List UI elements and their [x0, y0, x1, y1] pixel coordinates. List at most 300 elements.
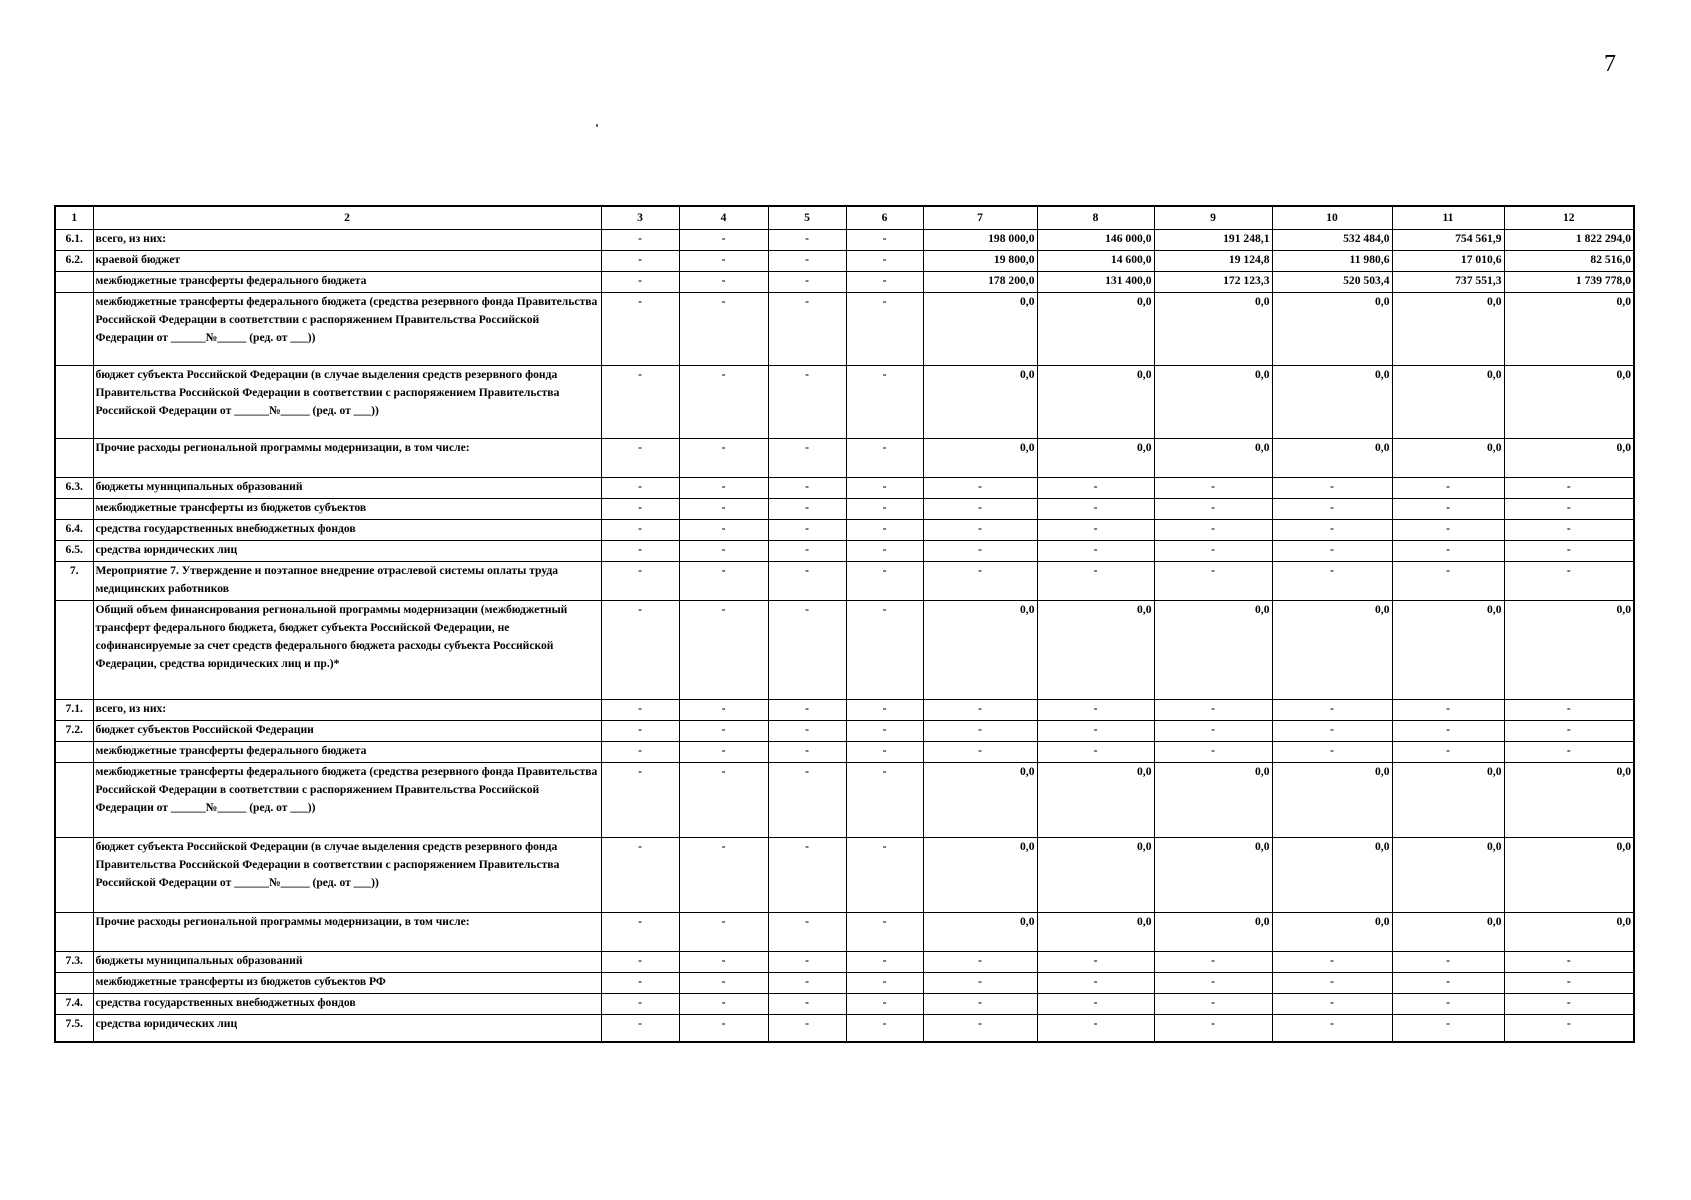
cell-col-6: -: [846, 700, 923, 721]
header-cell-10: 10: [1272, 206, 1392, 230]
value-col-7: 0,0: [923, 439, 1037, 478]
row-description: средства государственных внебюджетных фондов: [93, 520, 601, 541]
table-row: [55, 230, 1634, 251]
cell-col-3: -: [601, 499, 679, 520]
value-col-8: 131 400,0: [1037, 272, 1154, 293]
table-row: [55, 763, 1634, 838]
cell-col-6: -: [846, 562, 923, 601]
value-col-9: -: [1154, 478, 1272, 499]
row-number: 7.5.: [55, 1015, 93, 1043]
value-col-7: -: [923, 499, 1037, 520]
cell-col-5: -: [768, 721, 846, 742]
value-col-8: -: [1037, 973, 1154, 994]
row-description: Общий объем финансирования региональной программы модернизации (межбюджетный трансферт федерального бюджета, бюджет субъекта Российской Федерации, не софинансируемые за счет средств федерального бюджета расходы субъекта Российской Федерации, средства юридических лиц и пр.)*: [93, 601, 601, 700]
value-col-9: 0,0: [1154, 763, 1272, 838]
cell-col-5: -: [768, 272, 846, 293]
row-description: межбюджетные трансферты федерального бюджета (средства резервного фонда Правительства Российской Федерации в соответствии с распоряжением Правительства Российской Федерации от ______№_____ (ред. от ___)): [93, 293, 601, 366]
value-col-10: -: [1272, 721, 1392, 742]
value-col-8: -: [1037, 721, 1154, 742]
row-description: межбюджетные трансферты из бюджетов субъектов РФ: [93, 973, 601, 994]
value-col-12: 0,0: [1504, 838, 1634, 913]
header-cell-12: 12: [1504, 206, 1634, 230]
table-row: [55, 601, 1634, 700]
cell-col-3: -: [601, 272, 679, 293]
table-row: [55, 272, 1634, 293]
value-col-12: -: [1504, 1015, 1634, 1043]
table-row: [55, 293, 1634, 366]
value-col-7: 19 800,0: [923, 251, 1037, 272]
value-col-9: 0,0: [1154, 601, 1272, 700]
cell-col-4: -: [679, 838, 768, 913]
value-col-8: 0,0: [1037, 763, 1154, 838]
row-number: [55, 272, 93, 293]
value-col-8: -: [1037, 952, 1154, 973]
value-col-10: 532 484,0: [1272, 230, 1392, 251]
value-col-11: -: [1392, 700, 1504, 721]
cell-col-5: -: [768, 230, 846, 251]
value-col-10: 0,0: [1272, 293, 1392, 366]
value-col-9: -: [1154, 562, 1272, 601]
budget-table: [54, 205, 1635, 1043]
table-row: [55, 742, 1634, 763]
cell-col-3: -: [601, 742, 679, 763]
value-col-11: 737 551,3: [1392, 272, 1504, 293]
value-col-11: -: [1392, 952, 1504, 973]
value-col-7: 0,0: [923, 913, 1037, 952]
cell-col-5: -: [768, 293, 846, 366]
row-description: Прочие расходы региональной программы модернизации, в том числе:: [93, 913, 601, 952]
value-col-12: 0,0: [1504, 763, 1634, 838]
table-row: [55, 541, 1634, 562]
value-col-9: 0,0: [1154, 366, 1272, 439]
value-col-11: -: [1392, 994, 1504, 1015]
value-col-9: 0,0: [1154, 293, 1272, 366]
value-col-8: -: [1037, 700, 1154, 721]
row-number: [55, 366, 93, 439]
cell-col-4: -: [679, 251, 768, 272]
value-col-10: -: [1272, 700, 1392, 721]
cell-col-4: -: [679, 601, 768, 700]
value-col-10: -: [1272, 520, 1392, 541]
table-row: [55, 913, 1634, 952]
value-col-9: -: [1154, 520, 1272, 541]
cell-col-3: -: [601, 251, 679, 272]
cell-col-6: -: [846, 838, 923, 913]
value-col-7: -: [923, 1015, 1037, 1043]
row-number: [55, 838, 93, 913]
value-col-7: 0,0: [923, 763, 1037, 838]
row-description: всего, из них:: [93, 700, 601, 721]
cell-col-4: -: [679, 721, 768, 742]
header-row: [55, 206, 1634, 230]
header-cell-6: 6: [846, 206, 923, 230]
cell-col-6: -: [846, 439, 923, 478]
value-col-10: -: [1272, 499, 1392, 520]
cell-col-5: -: [768, 994, 846, 1015]
value-col-10: 520 503,4: [1272, 272, 1392, 293]
value-col-11: -: [1392, 1015, 1504, 1043]
value-col-7: -: [923, 952, 1037, 973]
cell-col-4: -: [679, 230, 768, 251]
value-col-12: -: [1504, 952, 1634, 973]
cell-col-4: -: [679, 439, 768, 478]
value-col-8: -: [1037, 478, 1154, 499]
table-row: [55, 366, 1634, 439]
table-body: [55, 230, 1634, 1043]
header-cell-11: 11: [1392, 206, 1504, 230]
cell-col-4: -: [679, 562, 768, 601]
value-col-10: -: [1272, 994, 1392, 1015]
value-col-7: -: [923, 478, 1037, 499]
cell-col-4: -: [679, 366, 768, 439]
value-col-11: 754 561,9: [1392, 230, 1504, 251]
value-col-8: -: [1037, 742, 1154, 763]
value-col-10: -: [1272, 952, 1392, 973]
cell-col-3: -: [601, 478, 679, 499]
value-col-11: 0,0: [1392, 293, 1504, 366]
table-row: [55, 838, 1634, 913]
row-description: бюджет субъектов Российской Федерации: [93, 721, 601, 742]
header-cell-8: 8: [1037, 206, 1154, 230]
value-col-8: 0,0: [1037, 366, 1154, 439]
value-col-12: -: [1504, 562, 1634, 601]
value-col-12: -: [1504, 520, 1634, 541]
value-col-8: 14 600,0: [1037, 251, 1154, 272]
value-col-9: 0,0: [1154, 838, 1272, 913]
cell-col-3: -: [601, 541, 679, 562]
cell-col-5: -: [768, 952, 846, 973]
table-row: [55, 562, 1634, 601]
table-row: [55, 721, 1634, 742]
cell-col-6: -: [846, 251, 923, 272]
value-col-12: 0,0: [1504, 293, 1634, 366]
value-col-12: 0,0: [1504, 366, 1634, 439]
value-col-9: 19 124,8: [1154, 251, 1272, 272]
value-col-9: -: [1154, 1015, 1272, 1043]
cell-col-3: -: [601, 700, 679, 721]
cell-col-3: -: [601, 562, 679, 601]
value-col-9: -: [1154, 742, 1272, 763]
value-col-12: -: [1504, 499, 1634, 520]
cell-col-3: -: [601, 994, 679, 1015]
row-description: Прочие расходы региональной программы модернизации, в том числе:: [93, 439, 601, 478]
value-col-7: 198 000,0: [923, 230, 1037, 251]
table-row: [55, 700, 1634, 721]
value-col-8: 0,0: [1037, 838, 1154, 913]
value-col-9: 172 123,3: [1154, 272, 1272, 293]
cell-col-4: -: [679, 478, 768, 499]
row-description: межбюджетные трансферты федерального бюджета: [93, 742, 601, 763]
cell-col-4: -: [679, 763, 768, 838]
header-cell-3: 3: [601, 206, 679, 230]
cell-col-5: -: [768, 541, 846, 562]
value-col-10: 0,0: [1272, 763, 1392, 838]
value-col-11: -: [1392, 562, 1504, 601]
row-number: 7.1.: [55, 700, 93, 721]
cell-col-4: -: [679, 742, 768, 763]
cell-col-5: -: [768, 601, 846, 700]
value-col-7: -: [923, 742, 1037, 763]
value-col-8: 0,0: [1037, 601, 1154, 700]
row-number: 6.1.: [55, 230, 93, 251]
cell-col-4: -: [679, 994, 768, 1015]
cell-col-4: -: [679, 1015, 768, 1043]
cell-col-3: -: [601, 601, 679, 700]
value-col-9: -: [1154, 952, 1272, 973]
value-col-12: 82 516,0: [1504, 251, 1634, 272]
cell-col-4: -: [679, 973, 768, 994]
cell-col-4: -: [679, 520, 768, 541]
value-col-11: -: [1392, 478, 1504, 499]
value-col-9: -: [1154, 541, 1272, 562]
row-description: всего, из них:: [93, 230, 601, 251]
cell-col-3: -: [601, 973, 679, 994]
cell-col-3: -: [601, 913, 679, 952]
value-col-12: 0,0: [1504, 913, 1634, 952]
row-description: бюджет субъекта Российской Федерации (в случае выделения средств резервного фонда Правительства Российской Федерации в соответствии с распоряжением Правительства Российской Федерации от ______№_____ (ред. от ___)): [93, 366, 601, 439]
row-description: средства юридических лиц: [93, 541, 601, 562]
value-col-12: -: [1504, 742, 1634, 763]
row-number: 6.4.: [55, 520, 93, 541]
value-col-12: -: [1504, 721, 1634, 742]
row-number: [55, 742, 93, 763]
cell-col-5: -: [768, 838, 846, 913]
cell-col-4: -: [679, 499, 768, 520]
value-col-9: 191 248,1: [1154, 230, 1272, 251]
value-col-11: 17 010,6: [1392, 251, 1504, 272]
table-row: [55, 1015, 1634, 1043]
value-col-10: -: [1272, 562, 1392, 601]
value-col-11: 0,0: [1392, 838, 1504, 913]
table-row: [55, 439, 1634, 478]
value-col-8: 0,0: [1037, 439, 1154, 478]
cell-col-6: -: [846, 293, 923, 366]
cell-col-3: -: [601, 366, 679, 439]
cell-col-4: -: [679, 272, 768, 293]
value-col-11: -: [1392, 541, 1504, 562]
value-col-8: -: [1037, 1015, 1154, 1043]
value-col-7: -: [923, 700, 1037, 721]
value-col-10: 0,0: [1272, 838, 1392, 913]
row-number: 6.5.: [55, 541, 93, 562]
table-row: [55, 251, 1634, 272]
cell-col-3: -: [601, 230, 679, 251]
cell-col-5: -: [768, 742, 846, 763]
cell-col-5: -: [768, 499, 846, 520]
row-description: бюджет субъекта Российской Федерации (в случае выделения средств резервного фонда Правительства Российской Федерации в соответствии с распоряжением Правительства Российской Федерации от ______№_____ (ред. от ___)): [93, 838, 601, 913]
row-number: [55, 601, 93, 700]
value-col-8: 0,0: [1037, 913, 1154, 952]
value-col-7: -: [923, 973, 1037, 994]
row-description: краевой бюджет: [93, 251, 601, 272]
value-col-7: -: [923, 520, 1037, 541]
value-col-8: 146 000,0: [1037, 230, 1154, 251]
value-col-12: 1 822 294,0: [1504, 230, 1634, 251]
row-number: [55, 499, 93, 520]
value-col-9: -: [1154, 973, 1272, 994]
table-row: [55, 952, 1634, 973]
value-col-7: -: [923, 541, 1037, 562]
cell-col-6: -: [846, 230, 923, 251]
cell-col-3: -: [601, 838, 679, 913]
value-col-10: 11 980,6: [1272, 251, 1392, 272]
value-col-11: 0,0: [1392, 601, 1504, 700]
cell-col-5: -: [768, 251, 846, 272]
cell-col-4: -: [679, 913, 768, 952]
value-col-7: -: [923, 994, 1037, 1015]
page-number: 7: [1604, 51, 1616, 77]
value-col-9: -: [1154, 700, 1272, 721]
cell-col-5: -: [768, 439, 846, 478]
value-col-11: -: [1392, 721, 1504, 742]
value-col-8: -: [1037, 499, 1154, 520]
value-col-7: 0,0: [923, 366, 1037, 439]
value-col-10: -: [1272, 973, 1392, 994]
value-col-12: -: [1504, 994, 1634, 1015]
value-col-10: 0,0: [1272, 439, 1392, 478]
cell-col-5: -: [768, 700, 846, 721]
table-row: [55, 478, 1634, 499]
cell-col-6: -: [846, 601, 923, 700]
value-col-8: -: [1037, 541, 1154, 562]
row-number: 7.: [55, 562, 93, 601]
cell-col-3: -: [601, 520, 679, 541]
value-col-8: -: [1037, 562, 1154, 601]
row-description: Мероприятие 7. Утверждение и поэтапное внедрение отраслевой системы оплаты труда медицинских работников: [93, 562, 601, 601]
cell-col-4: -: [679, 700, 768, 721]
cell-col-6: -: [846, 994, 923, 1015]
value-col-7: 0,0: [923, 293, 1037, 366]
cell-col-5: -: [768, 913, 846, 952]
value-col-12: 0,0: [1504, 601, 1634, 700]
value-col-12: -: [1504, 700, 1634, 721]
value-col-9: -: [1154, 721, 1272, 742]
cell-col-6: -: [846, 742, 923, 763]
value-col-9: 0,0: [1154, 439, 1272, 478]
cell-col-3: -: [601, 439, 679, 478]
header-cell-2: 2: [93, 206, 601, 230]
header-cell-4: 4: [679, 206, 768, 230]
value-col-7: 178 200,0: [923, 272, 1037, 293]
header-cell-9: 9: [1154, 206, 1272, 230]
table-row: [55, 994, 1634, 1015]
value-col-11: 0,0: [1392, 439, 1504, 478]
value-col-11: -: [1392, 499, 1504, 520]
row-description: средства юридических лиц: [93, 1015, 601, 1043]
cell-col-3: -: [601, 1015, 679, 1043]
table-row: [55, 499, 1634, 520]
row-number: [55, 973, 93, 994]
cell-col-5: -: [768, 1015, 846, 1043]
value-col-10: 0,0: [1272, 601, 1392, 700]
cell-col-4: -: [679, 293, 768, 366]
row-number: 7.2.: [55, 721, 93, 742]
value-col-10: 0,0: [1272, 913, 1392, 952]
table-row: [55, 973, 1634, 994]
value-col-10: -: [1272, 742, 1392, 763]
cell-col-6: -: [846, 763, 923, 838]
row-number: 7.3.: [55, 952, 93, 973]
table-row: [55, 520, 1634, 541]
header-cell-7: 7: [923, 206, 1037, 230]
row-description: бюджеты муниципальных образований: [93, 478, 601, 499]
value-col-9: 0,0: [1154, 913, 1272, 952]
row-number: 7.4.: [55, 994, 93, 1015]
cell-col-3: -: [601, 952, 679, 973]
cell-col-3: -: [601, 293, 679, 366]
cell-col-4: -: [679, 952, 768, 973]
cell-col-6: -: [846, 366, 923, 439]
value-col-7: -: [923, 721, 1037, 742]
value-col-11: -: [1392, 520, 1504, 541]
cell-col-6: -: [846, 520, 923, 541]
cell-col-5: -: [768, 763, 846, 838]
value-col-8: -: [1037, 520, 1154, 541]
cell-col-5: -: [768, 562, 846, 601]
value-col-10: 0,0: [1272, 366, 1392, 439]
value-col-12: -: [1504, 973, 1634, 994]
cell-col-6: -: [846, 952, 923, 973]
cell-col-6: -: [846, 499, 923, 520]
cell-col-6: -: [846, 541, 923, 562]
row-description: межбюджетные трансферты из бюджетов субъектов: [93, 499, 601, 520]
row-description: межбюджетные трансферты федерального бюджета: [93, 272, 601, 293]
row-number: 6.2.: [55, 251, 93, 272]
value-col-7: 0,0: [923, 601, 1037, 700]
cell-col-6: -: [846, 478, 923, 499]
value-col-7: 0,0: [923, 838, 1037, 913]
value-col-12: -: [1504, 478, 1634, 499]
scan-speck: [596, 124, 598, 127]
value-col-11: 0,0: [1392, 763, 1504, 838]
cell-col-6: -: [846, 913, 923, 952]
row-number: [55, 293, 93, 366]
cell-col-5: -: [768, 520, 846, 541]
value-col-9: -: [1154, 499, 1272, 520]
value-col-8: -: [1037, 994, 1154, 1015]
cell-col-6: -: [846, 973, 923, 994]
row-description: средства государственных внебюджетных фондов: [93, 994, 601, 1015]
value-col-12: 1 739 778,0: [1504, 272, 1634, 293]
cell-col-3: -: [601, 763, 679, 838]
value-col-11: 0,0: [1392, 913, 1504, 952]
cell-col-3: -: [601, 721, 679, 742]
cell-col-4: -: [679, 541, 768, 562]
row-number: [55, 913, 93, 952]
cell-col-5: -: [768, 366, 846, 439]
cell-col-5: -: [768, 478, 846, 499]
value-col-8: 0,0: [1037, 293, 1154, 366]
row-number: 6.3.: [55, 478, 93, 499]
row-number: [55, 439, 93, 478]
row-description: межбюджетные трансферты федерального бюджета (средства резервного фонда Правительства Российской Федерации в соответствии с распоряжением Правительства Российской Федерации от ______№_____ (ред. от ___)): [93, 763, 601, 838]
row-number: [55, 763, 93, 838]
cell-col-6: -: [846, 721, 923, 742]
value-col-12: 0,0: [1504, 439, 1634, 478]
header-cell-5: 5: [768, 206, 846, 230]
value-col-12: -: [1504, 541, 1634, 562]
cell-col-6: -: [846, 272, 923, 293]
header-cell-1: 1: [55, 206, 93, 230]
value-col-9: -: [1154, 994, 1272, 1015]
value-col-10: -: [1272, 478, 1392, 499]
value-col-7: -: [923, 562, 1037, 601]
value-col-11: -: [1392, 973, 1504, 994]
cell-col-5: -: [768, 973, 846, 994]
value-col-11: 0,0: [1392, 366, 1504, 439]
value-col-10: -: [1272, 541, 1392, 562]
cell-col-6: -: [846, 1015, 923, 1043]
